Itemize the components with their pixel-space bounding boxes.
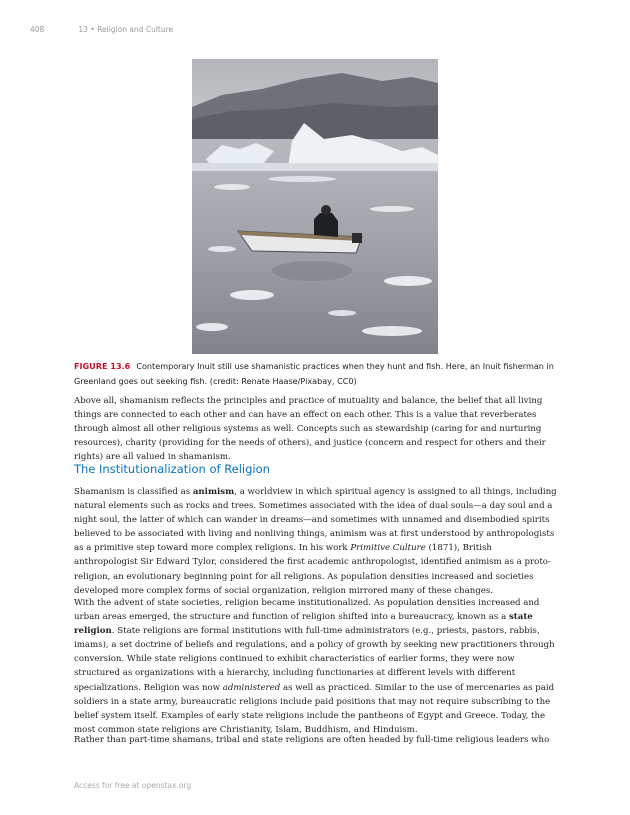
section-heading: The Institutionalization of Religion [74, 462, 270, 476]
ice-floe [268, 176, 336, 182]
page-footer: Access for free at openstax.org [74, 781, 192, 790]
boat-reflection [272, 261, 352, 281]
paragraph-4-text: Rather than part-time shamans, tribal and state religions are often headed by full-time religious leaders who [74, 735, 550, 745]
fisherman [314, 213, 338, 237]
p3-text-c: as well as practiced. Similar to the use of mercenaries as paid soldiers in a state army, bureaucratic religions include paid positions that may not require subscribing to the belief system itself. Examples of early state religions include the pantheons of Egypt and Greece. Today, the most common state religions are Christianity, Islam, Buddhism, and Hinduism. [74, 682, 555, 735]
ice-floe [230, 290, 274, 300]
paragraph-1 [74, 394, 558, 472]
page-number: 408 [30, 25, 45, 34]
term-state-religion: state religion [74, 612, 533, 637]
p2-text-a: Shamanism is classified as [74, 487, 193, 497]
ice-floe [196, 323, 228, 331]
paragraph-2 [74, 485, 558, 606]
paragraph-4 [74, 733, 558, 755]
paragraph-1-text: Above all, shamanism reflects the principles and practice of mutuality and balance, the belief that all living things are connected to each other and can have an effect on each other. This is a value that reverberates through almost all other religious systems as well. Concepts such as stewardship (caring for and nurturing resources), charity (providing for the needs of others), and justice (concern and respect for others and their rights) are all valued in shamanism. [74, 396, 546, 463]
figure-photo [192, 59, 438, 354]
ice-floe [214, 184, 250, 190]
p3-text-b: . State religions are formal institutions with full-time administrators (e.g., priests, pastors, rabbis, imams), a set doctrine of beliefs and regulations, and a policy of growth by seeking new practitioners through conversion. While state religions continued to exhibit characteristics of earlier forms, they were now structured as organizations with a hierarchy, including functionaries at different levels with different specializations. Religion was now [74, 626, 555, 693]
ice-floe [328, 310, 356, 316]
p3-text-a: With the advent of state societies, religion became institutionalized. As population densities increased and urban areas emerged, the structure and function of religion shifted into a bureaucracy, known as a [74, 598, 540, 623]
paragraph-3 [74, 596, 558, 745]
figure-caption-text: Contemporary Inuit still use shamanistic practices when they hunt and fish. Here, an Inuit fisherman in Greenland goes out seeking fish. (credit: Renate Haase/Pixabay, CC0) [74, 361, 554, 386]
fisherman-head [321, 205, 331, 215]
ice-shelf [192, 163, 438, 171]
book-title: Primitive Culture [350, 543, 426, 554]
ice-floe [208, 246, 236, 252]
ice-floe [384, 276, 432, 286]
ice-floe [370, 206, 414, 212]
term-animism: animism [192, 487, 235, 497]
p2-text-c: (1871), British anthropologist Sir Edward Tylor, considered the first academic anthropologist, identified animism as a proto-religion, an evolutionary beginning point for all religions. As population densities increased and societies developed more complex forms of social organization, religion mirrored many of these changes. [74, 543, 551, 596]
figure-caption [74, 359, 558, 389]
em-administered: administered [222, 682, 281, 693]
page-header [30, 25, 173, 34]
chapter-title: 13 • Religion and Culture [78, 25, 174, 34]
p2-text-b: , a worldview in which spiritual agency is assigned to all things, including natural elements such as rocks and trees. Sometimes associated with the idea of dual souls—a day soul and a night soul, the latter of which can wander in dreams—and sometimes with unnamed and disembodied spirits believed to be associated with living and nonliving things, animism was at first understood by anthropologists as a primitive step toward more complex religions. In his work [74, 487, 557, 554]
ice-floe [362, 326, 422, 336]
figure-label: FIGURE 13.6 [74, 361, 131, 371]
outboard-motor [352, 233, 362, 243]
fisherman-boat-photo [192, 59, 438, 354]
